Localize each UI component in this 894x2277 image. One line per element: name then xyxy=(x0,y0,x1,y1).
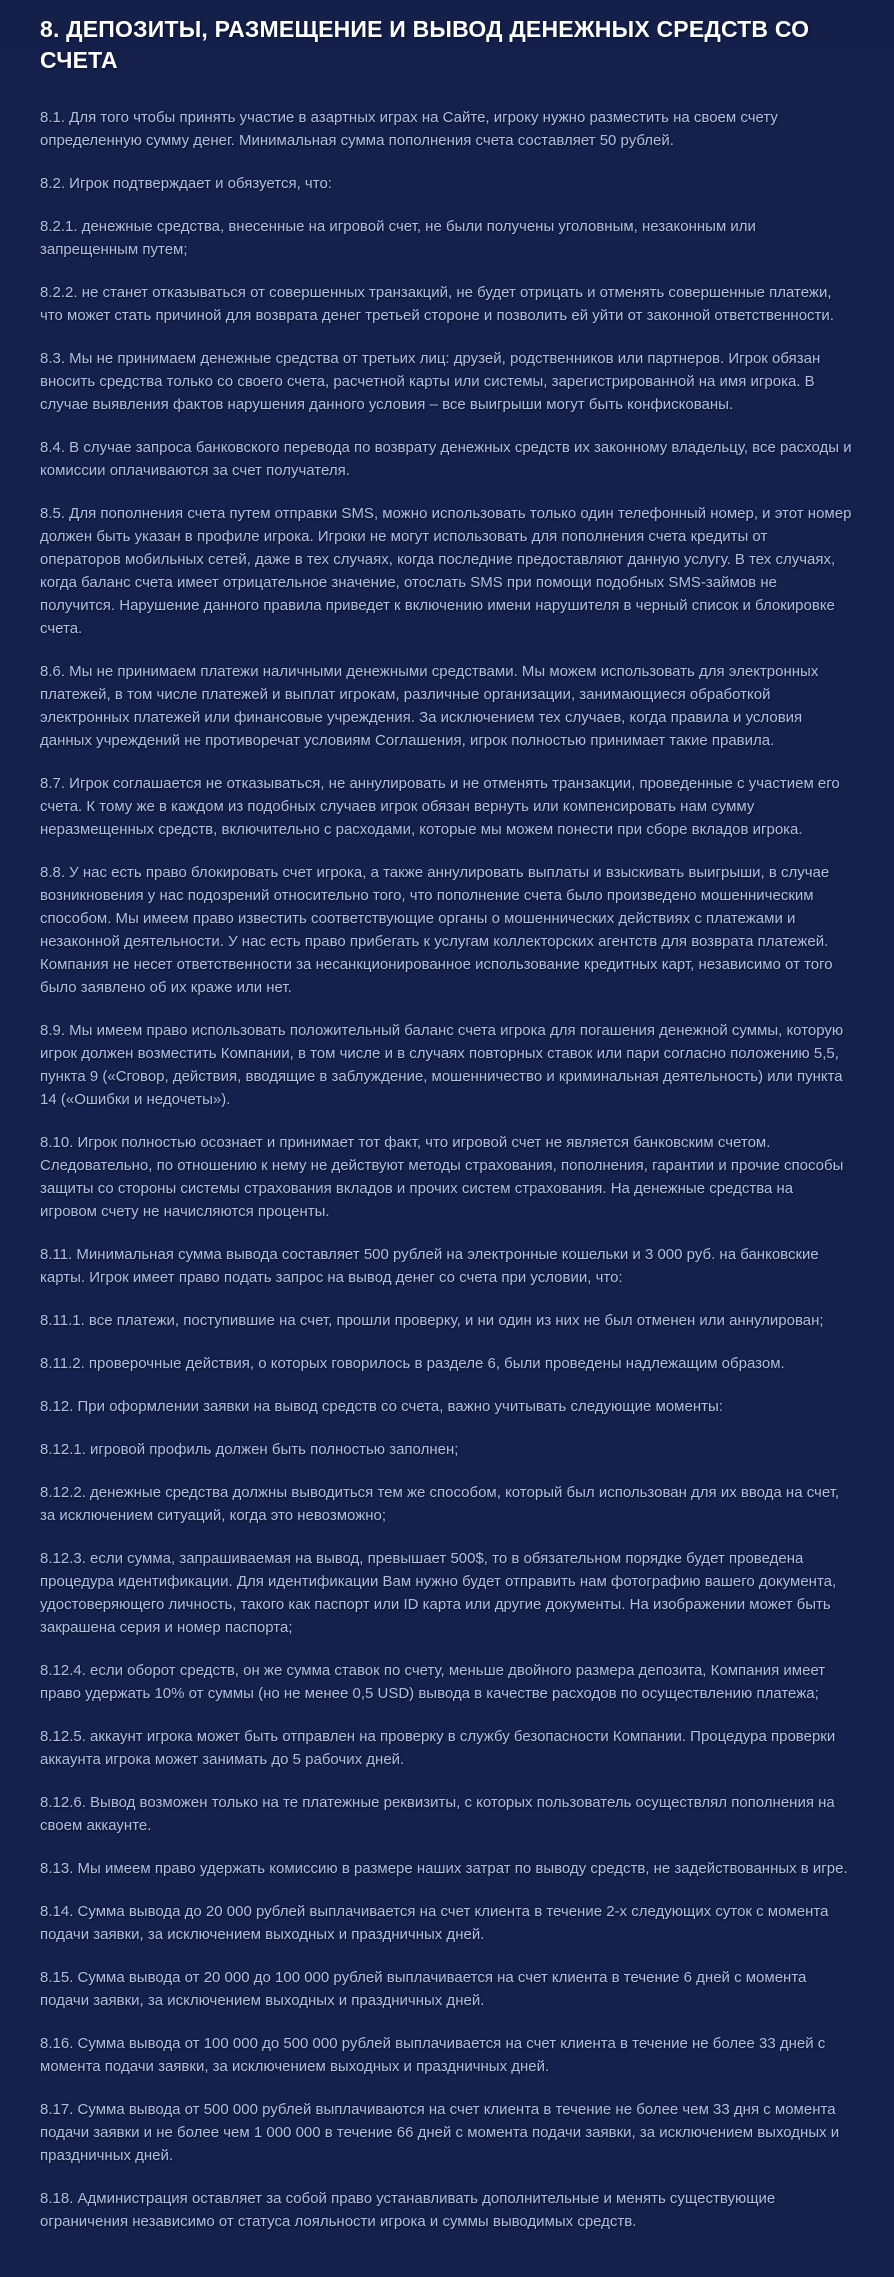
terms-paragraph: 8.15. Сумма вывода от 20 000 до 100 000 рублей выплачивается на счет клиента в течение 6 дней с момента подачи заявки, за исключением выходных и праздничных дней. xyxy=(40,1969,807,2009)
terms-paragraph: 8.7. Игрок соглашается не отказываться, не аннулировать и не отменять транзакции, проведенные с участием его счета. К тому же в каждом из подобных случаев игрок обязан вернуть или компенсировать нам сумму неразмещенных средств, включительно с расходами, которые мы можем понести при сборе вкладов игрока. xyxy=(40,775,840,838)
terms-paragraph: 8.1. Для того чтобы принять участие в азартных играх на Сайте, игроку нужно разместить на своем счету определенную сумму денег. Минимальная сумма пополнения счета составляет 50 рублей. xyxy=(40,109,778,149)
terms-paragraph: 8.14. Сумма вывода до 20 000 рублей выплачивается на счет клиента в течение 2-х следующих суток с момента подачи заявки, за исключением выходных и праздничных дней. xyxy=(40,1903,829,1943)
terms-paragraph: 8.11. Минимальная сумма вывода составляет 500 рублей на электронные кошельки и 3 000 руб. на банковские карты. Игрок имеет право подать запрос на вывод денег со счета при условии, что: xyxy=(40,1246,819,1286)
terms-paragraph: 8.17. Сумма вывода от 500 000 рублей выплачиваются на счет клиента в течение не более чем 33 дня с момента подачи заявки и не более чем 1 000 000 в течение 66 дней с момента подачи заявки, за исключением выходных и праздничных дней. xyxy=(40,2101,840,2164)
terms-paragraph: 8.12.1. игровой профиль должен быть полностью заполнен; xyxy=(40,1441,459,1458)
terms-paragraph: 8.12.5. аккаунт игрока может быть отправлен на проверку в службу безопасности Компании. Процедура проверки аккаунта игрока может занимать до 5 рабочих дней. xyxy=(40,1728,836,1768)
terms-paragraph: 8.5. Для пополнения счета путем отправки SMS, можно использовать только один телефонный номер, и этот номер должен быть указан в профиле игрока. Игроки не могут использовать для пополнения счета кредиты от операторов мобильных сетей, даже в тех случаях, когда последние предоставляют данную услугу. В тех случаях, когда баланс счета имеет отрицательное значение, отослать SMS при помощи подобных SMS-займов не получится. Нарушение данного правила приведет к включению имени нарушителя в черный список и блокировке счета. xyxy=(40,505,852,637)
terms-paragraph: 8.9. Мы имеем право использовать положительный баланс счета игрока для погашения денежной суммы, которую игрок должен возместить Компании, в том числе и в случаях повторных ставок или пари согласно положению 5,5, пункта 9 («Сговор, действия, вводящие в заблуждение, мошенничество и криминальная деятельность) или пункта 14 («Ошибки и недочеты»). xyxy=(40,1022,844,1108)
terms-paragraph: 8.3. Мы не принимаем денежные средства от третьих лиц: друзей, родственников или партнеров. Игрок обязан вносить средства только со своего счета, расчетной карты или системы, зарегистрированной на имя игрока. В случае выявления фактов нарушения данного условия – все выигрыши могут быть конфискованы. xyxy=(40,350,821,413)
terms-paragraph: 8.12.6. Вывод возможен только на те платежные реквизиты, с которых пользователь осуществлял пополнения на своем аккаунте. xyxy=(40,1794,835,1834)
terms-paragraph: 8.12.4. если оборот средств, он же сумма ставок по счету, меньше двойного размера депозита, Компания имеет право удержать 10% от суммы (но не менее 0,5 USD) вывода в качестве расходов по осуществлению платежа; xyxy=(40,1662,826,1702)
terms-paragraph: 8.12.3. если сумма, запрашиваемая на вывод, превышает 500$, то в обязательном порядке будет проведена процедура идентификации. Для идентификации Вам нужно будет отправить нам фотографию вашего документа, удостоверяющего личность, такого как паспорт или ID карта или другие документы. На изображении может быть закрашена серия и номер паспорта; xyxy=(40,1550,837,1636)
terms-paragraph: 8.12. При оформлении заявки на вывод средств со счета, важно учитывать следующие моменты: xyxy=(40,1398,723,1415)
terms-paragraph: 8.18. Администрация оставляет за собой право устанавливать дополнительные и менять существующие ограничения независимо от статуса лояльности игрока и суммы выводимых средств. xyxy=(40,2190,776,2230)
terms-paragraph: 8.12.2. денежные средства должны выводиться тем же способом, который был использован для их ввода на счет, за исключением ситуаций, когда это невозможно; xyxy=(40,1484,840,1524)
terms-paragraph: 8.10. Игрок полностью осознает и принимает тот факт, что игровой счет не является банковским счетом. Следовательно, по отношению к нему не действуют методы страхования, пополнения, гарантии и прочие способы защиты со стороны системы страхования вкладов и прочих систем страхования. На денежные средства на игровом счету не начисляются проценты. xyxy=(40,1134,844,1220)
paragraph-list xyxy=(40,106,852,2233)
terms-paragraph: 8.6. Мы не принимаем платежи наличными денежными средствами. Мы можем использовать для электронных платежей, в том числе платежей и выплат игрокам, различные организации, занимающиеся обработкой электронных платежей или финансовые учреждения. За исключением тех случаев, когда правила и условия данных учреждений не противоречат условиям Соглашения, игрок полностью принимает такие правила. xyxy=(40,663,819,749)
terms-paragraph: 8.2.1. денежные средства, внесенные на игровой счет, не были получены уголовным, незаконным или запрещенным путем; xyxy=(40,218,756,258)
terms-paragraph: 8.13. Мы имеем право удержать комиссию в размере наших затрат по выводу средств, не задействованных в игре. xyxy=(40,1860,848,1877)
section-title: 8. ДЕПОЗИТЫ, РАЗМЕЩЕНИЕ И ВЫВОД ДЕНЕЖНЫХ СРЕДСТВ СО СЧЕТА xyxy=(40,16,810,73)
terms-paragraph: 8.8. У нас есть право блокировать счет игрока, а также аннулировать выплаты и взыскивать выигрыши, в случае возникновения у нас подозрений относительно того, что пополнение счета было произведено мошенническим способом. Мы имеем право известить соответствующие органы о мошеннических действиях с платежами и незаконной деятельности. У нас есть право прибегать к услугам коллекторских агентств для возврата платежей. Компания не несет ответственности за несанкционированное использование кредитных карт, независимо от того было заявлено об их краже или нет. xyxy=(40,864,833,996)
terms-paragraph: 8.2. Игрок подтверждает и обязуется, что: xyxy=(40,175,332,192)
terms-paragraph: 8.4. В случае запроса банковского перевода по возврату денежных средств их законному владельцу, все расходы и комиссии оплачиваются за счет получателя. xyxy=(40,439,852,479)
terms-paragraph: 8.11.2. проверочные действия, о которых говорилось в разделе 6, были проведены надлежащим образом. xyxy=(40,1355,785,1372)
terms-paragraph: 8.16. Сумма вывода от 100 000 до 500 000 рублей выплачивается на счет клиента в течение не более 33 дней с момента подачи заявки, за исключением выходных и праздничных дней. xyxy=(40,2035,826,2075)
terms-paragraph: 8.11.1. все платежи, поступившие на счет, прошли проверку, и ни один из них не был отменен или аннулирован; xyxy=(40,1312,824,1329)
terms-paragraph: 8.2.2. не станет отказываться от совершенных транзакций, не будет отрицать и отменять совершенные платежи, что может стать причиной для возврата денег третьей стороне и позволить ей уйти от законной ответственности. xyxy=(40,284,834,324)
